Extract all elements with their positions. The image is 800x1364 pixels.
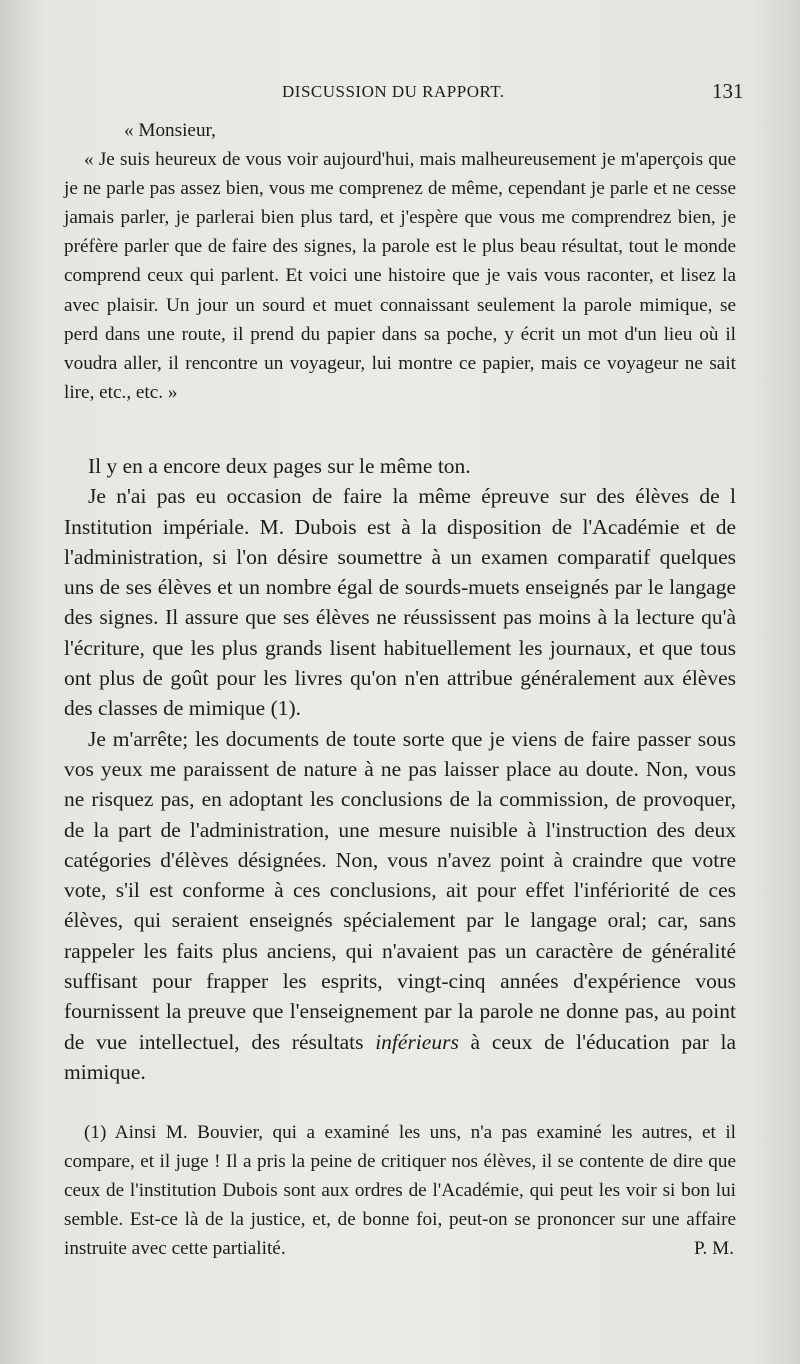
emphasized-word: inférieurs — [375, 1029, 459, 1054]
paragraph-3 — [64, 724, 736, 1088]
page-number: 131 — [712, 79, 744, 103]
main-text — [64, 451, 736, 1087]
footnote — [64, 1118, 736, 1263]
footnote-text: (1) Ainsi M. Bouvier, qui a examiné les uns, n'a pas examiné les autres, et il compare, et il juge ! Il a pris la peine de critiquer nos élèves, il se contente de dire que ceux de l'institution Dubois sont aux ordres de l'Académie, qui peut les voir si bon lui semble. Est-ce là de la justice, et, de bonne foi, peut-on se prononcer sur une affaire instruite avec cette partialité. — [64, 1122, 736, 1259]
paragraph-2 — [64, 481, 736, 723]
footnote-signature: P. M. — [694, 1238, 734, 1259]
footnote-reference: (1). — [270, 696, 302, 721]
paragraph-2-text: Je n'ai pas eu occasion de faire la même épreuve sur des élèves de l Institution impériale. M. Dubois est à la disposition de l'Académie et de l'administration, si l'on désire soumettre à un examen comparatif quelques uns de ses élèves et un nombre égal de sourds-muets enseignés par le langage des signes. Il assure que ses élèves ne réussissent pas moins à la lecture qu'à l'écriture, que les plus grands lisent habituellement les journaux, et que tous ont plus de goût pour les livres qu'on n'en attribue généralement aux élèves des classes de mimique — [64, 484, 736, 721]
paragraph-3-end: à ceux de l'éducation par la mimique. — [64, 1029, 737, 1084]
page-header — [0, 79, 800, 112]
letter-paragraph: « Je suis heureux de vous voir aujourd'hui, mais malheureusement je m'aperçois que je ne parle pas assez bien, vous me comprenez de même, cependant je parle et ne cesse jamais parler, je parlerai bien plus tard, et j'espère que vous me comprendrez bien, je préfère parler que de faire des signes, la parole est le plus beau résultat, tout le monde comprend ceux qui parlent. Et voici une histoire que je vais vous raconter, et lisez la avec plaisir. Un jour un sourd et muet connaissant seulement la parole mimique, se perd dans une route, il prend du papier dans sa poche, y écrit un mot d'un lieu où il voudra aller, il rencontre un voyageur, lui montre ce papier, mais ce voyageur ne sait lire, etc., etc. » — [64, 149, 736, 403]
footnote-paragraph — [64, 1118, 736, 1263]
running-head: DISCUSSION DU RAPPORT. — [282, 82, 505, 101]
paragraph-1: Il y en a encore deux pages sur le même ton. — [88, 454, 471, 478]
paragraph-3-text: Je m'arrête; les documents de toute sorte que je viens de faire passer sous vos yeux me paraissent de nature à ne pas laisser place au doute. Non, vous ne risquez pas, en adoptant les conclusions de la commission, de provoquer, de la part de l'administration, une mesure nuisible à l'instruction des deux catégories d'élèves désignées. Non, vous n'avez point à craindre que votre vote, s'il est conforme à ces conclusions, ait pour effet l'infériorité de ces élèves, qui seraient enseignés spécialement par le langage oral; car, sans rappeler les faits plus anciens, qui n'avaient pas un caractère de généralité suffisant pour frapper les esprits, vingt-cinq années d'expérience vous fournissent la preuve que l'enseignement par la parole ne donne pas, au point de vue intellectuel, des résultats — [64, 726, 736, 1054]
letter-salutation: « Monsieur, — [124, 120, 216, 141]
quoted-letter — [64, 116, 736, 407]
